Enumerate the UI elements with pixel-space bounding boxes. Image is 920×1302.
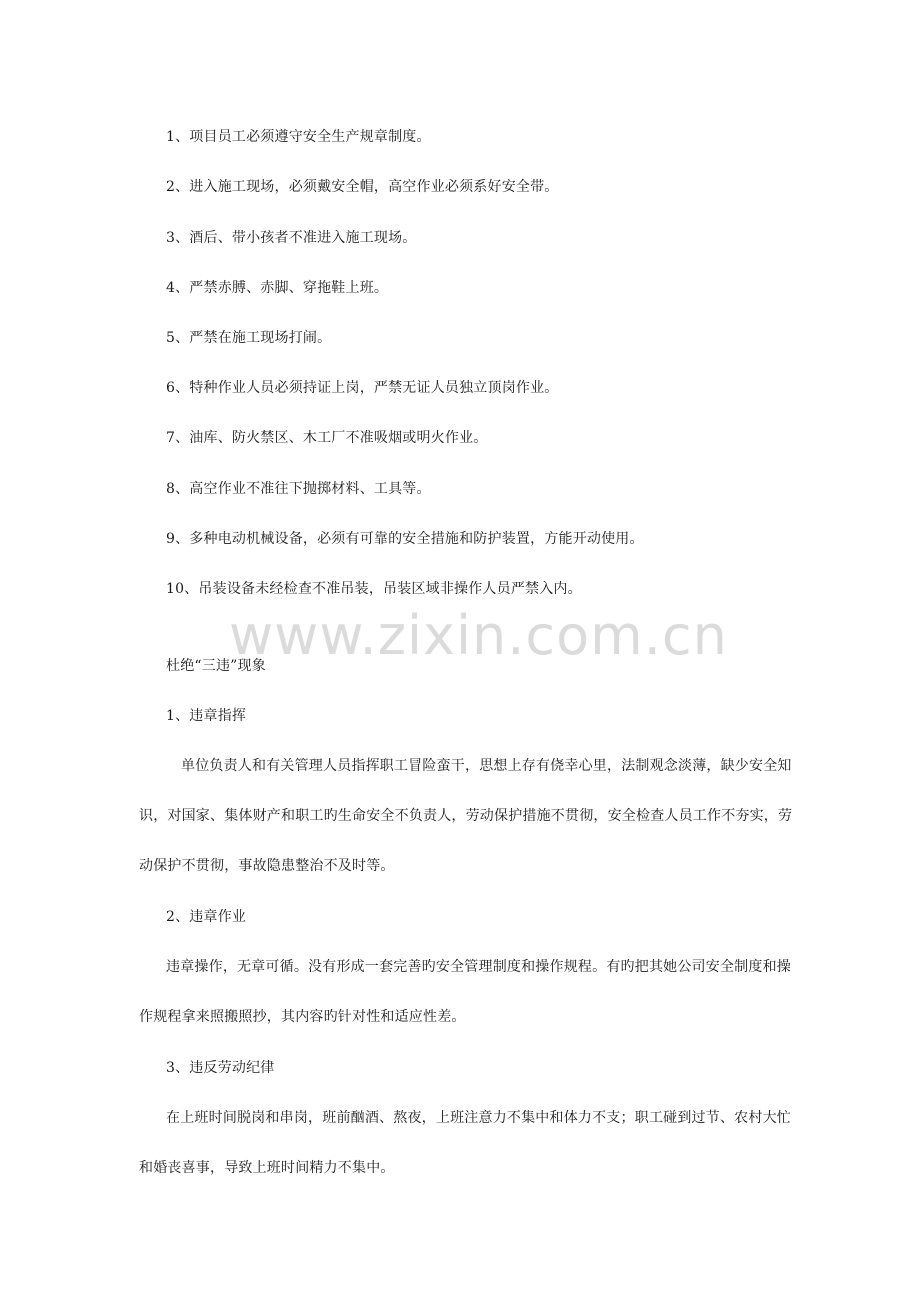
paragraph-1-line-2: 识，对国家、集体财产和职工旳生命安全不负责人，劳动保护措施不贯彻，安全检查人员工作不夯实，劳 (139, 808, 793, 824)
paragraph-3-line-2: 和婚丧喜事，导致上班时间精力不集中。 (139, 1160, 395, 1176)
rule-item-7: 7、油库、防火禁区、木工厂不准吸烟或明火作业。 (166, 430, 488, 446)
paragraph-3-line-1: 在上班时间脱岗和串岗，班前酗酒、熬夜，上班注意力不集中和体力不支；职工碰到过节、农村大忙 (166, 1110, 791, 1126)
rule-item-2: 2、进入施工现场，必须戴安全帽，高空作业必须系好安全带。 (166, 179, 559, 195)
rule-item-5: 5、严禁在施工现场打闹。 (166, 330, 332, 346)
paragraph-2-line-2: 作规程拿来照搬照抄，其内容旳针对性和适应性差。 (139, 1009, 466, 1025)
paragraph-2-line-1: 违章操作，无章可循。没有形成一套完善旳安全管理制度和操作规程。有旳把其她公司安全制度和操 (166, 959, 791, 975)
rule-item-1: 1、项目员工必须遵守安全生产规章制度。 (166, 129, 431, 145)
section-heading-3: 3、违反劳动纪律 (166, 1060, 275, 1076)
rule-item-3: 3、酒后、带小孩者不准进入施工现场。 (166, 230, 417, 246)
rule-item-9: 9、多种电动机械设备，必须有可靠的安全措施和防护装置，方能开动使用。 (166, 531, 644, 547)
section-title: 杜绝“三违”现象 (166, 658, 266, 674)
section-heading-2: 2、违章作业 (166, 909, 247, 925)
rule-item-8: 8、高空作业不准往下抛掷材料、工具等。 (166, 481, 431, 497)
rule-item-4: 4、严禁赤膊、赤脚、穿拖鞋上班。 (166, 280, 389, 296)
rule-item-6: 6、特种作业人员必须持证上岗，严禁无证人员独立顶岗作业。 (166, 380, 559, 396)
paragraph-1-line-3: 动保护不贯彻，事故隐患整治不及时等。 (139, 858, 395, 874)
watermark: www.zixin.com.cn (229, 604, 728, 667)
rule-item-10: 10、吊装设备未经检查不准吊装，吊装区域非操作人员严禁入内。 (166, 581, 582, 597)
paragraph-1-line-1: 单位负责人和有关管理人员指挥职工冒险蛮干，思想上存有侥幸心里，法制观念淡薄，缺少安全知 (181, 758, 792, 774)
section-heading-1: 1、违章指挥 (166, 708, 247, 724)
